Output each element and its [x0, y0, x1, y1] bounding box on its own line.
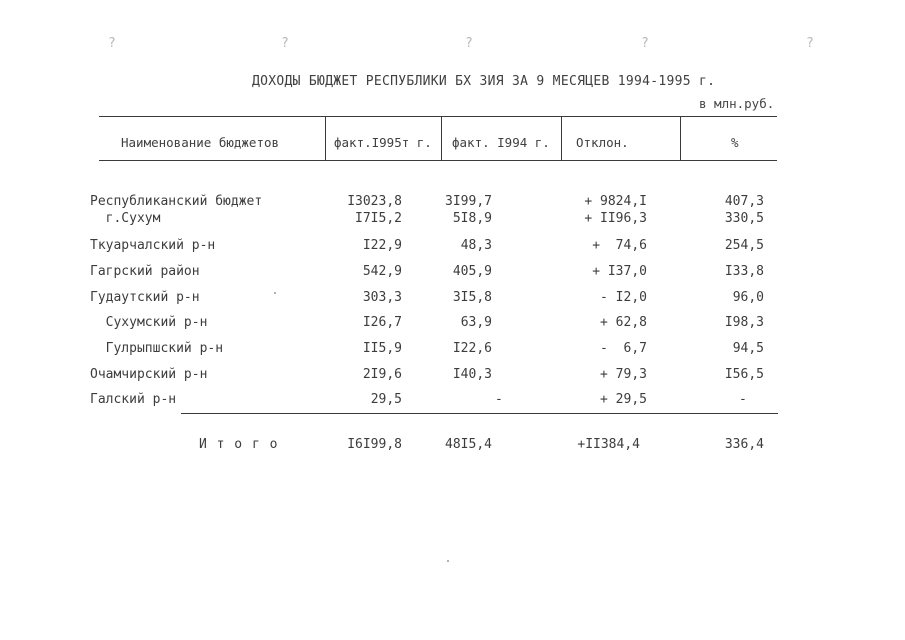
row-name: Гагрский район — [90, 264, 200, 279]
row-fact-1995: 2I9,6 — [362, 367, 402, 382]
row-deviation: + I37,0 — [592, 264, 647, 279]
row-percent: 94,5 — [732, 341, 764, 356]
row-deviation: + II96,3 — [584, 211, 647, 226]
row-name: Галский р-н — [90, 392, 177, 407]
page-mark: ? — [281, 36, 289, 51]
row-fact-1995: II5,9 — [362, 341, 402, 356]
total-deviation: +II384,4 — [577, 437, 640, 452]
header-deviation: Отклон. — [576, 135, 629, 150]
row-deviation: - I2,0 — [600, 290, 647, 305]
page-mark: ? — [806, 36, 814, 51]
column-divider — [561, 116, 562, 161]
row-deviation: + 9824,I — [584, 194, 647, 209]
row-name: Ткуарчалский р-н — [90, 238, 216, 253]
column-divider — [441, 116, 442, 161]
row-percent: I56,5 — [724, 367, 764, 382]
header-name: Наименование бюджетов — [121, 135, 280, 150]
row-deviation: + 29,5 — [600, 392, 647, 407]
document-title: ДОХОДЫ БЮДЖЕТ РЕСПУБЛИКИ БХ ЗИЯ ЗА 9 МЕСЯЦЕВ 1994-1995 г. — [252, 74, 716, 89]
row-deviation: + 62,8 — [600, 315, 647, 330]
row-percent: I98,3 — [724, 315, 764, 330]
row-name: Республиканский бюджет — [90, 194, 263, 209]
header-bottom-rule — [99, 160, 777, 161]
row-fact-1995: 542,9 — [362, 264, 402, 279]
total-fact-1995: I6I99,8 — [347, 437, 402, 452]
unit-note: в млн.руб. — [699, 96, 775, 111]
row-fact-1994: I40,3 — [452, 367, 492, 382]
row-fact-1994: 48,3 — [460, 238, 492, 253]
row-name: Очамчирский р-н — [90, 367, 208, 382]
row-fact-1994: - — [495, 392, 503, 407]
row-name: Гудаутский р-н — [90, 290, 200, 305]
row-fact-1994: 3I5,8 — [452, 290, 492, 305]
page-mark: ? — [108, 36, 116, 51]
row-fact-1995: I22,9 — [362, 238, 402, 253]
column-divider — [325, 116, 326, 161]
header-fact-1994: факт. I994 г. — [452, 135, 550, 150]
table-top-rule — [99, 116, 777, 117]
total-label: И т о г о — [199, 437, 279, 452]
row-fact-1995: I3023,8 — [347, 194, 402, 209]
row-percent: - — [739, 392, 747, 407]
row-fact-1994: 63,9 — [460, 315, 492, 330]
scan-speck — [447, 560, 449, 562]
row-deviation: + 79,3 — [600, 367, 647, 382]
page-mark: ? — [465, 36, 473, 51]
row-fact-1995: I7I5,2 — [355, 211, 402, 226]
row-name: Гулрыпшский р-н — [90, 341, 224, 356]
header-percent: % — [731, 135, 739, 150]
row-fact-1994: 3I99,7 — [445, 194, 492, 209]
row-percent: 96,0 — [732, 290, 764, 305]
row-deviation: + 74,6 — [592, 238, 647, 253]
row-fact-1995: 303,3 — [362, 290, 402, 305]
column-divider — [680, 116, 681, 161]
header-fact-1995: факт.I995т г. — [334, 135, 432, 150]
row-percent: 330,5 — [724, 211, 764, 226]
row-fact-1995: I26,7 — [362, 315, 402, 330]
row-fact-1994: 405,9 — [452, 264, 492, 279]
row-percent: I33,8 — [724, 264, 764, 279]
row-fact-1995: 29,5 — [370, 392, 402, 407]
row-percent: 254,5 — [724, 238, 764, 253]
row-fact-1994: I22,6 — [452, 341, 492, 356]
total-percent: 336,4 — [724, 437, 764, 452]
row-percent: 407,3 — [724, 194, 764, 209]
scan-speck — [274, 292, 276, 294]
total-fact-1994: 48I5,4 — [445, 437, 492, 452]
page-mark: ? — [641, 36, 649, 51]
row-deviation: - 6,7 — [600, 341, 647, 356]
total-rule — [181, 413, 778, 414]
row-fact-1994: 5I8,9 — [452, 211, 492, 226]
row-name: г.Сухум — [90, 211, 161, 226]
row-name: Сухумский р-н — [90, 315, 208, 330]
